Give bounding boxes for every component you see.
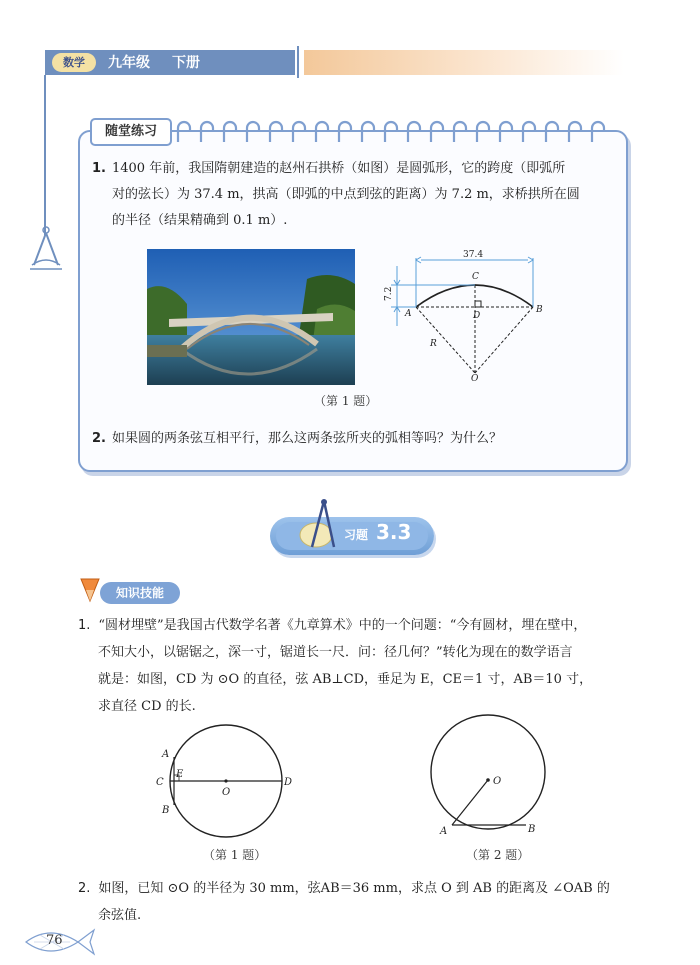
circle-diameter-diagram [150,715,300,850]
question-line: 的半径（结果精确到 0.1 m）. [112,213,288,228]
label-height: 7.2 [384,286,394,301]
arch-diagram [383,248,548,383]
compass-icon [28,225,64,273]
right-angle-mark [475,301,481,307]
figure-caption: （第 1 题） [203,848,267,862]
exercise-line: 就是：如图，CD 为 ⊙O 的直径，弦 AB⊥CD，垂足为 E，CE＝1 寸，AB＝10 寸， [98,672,593,687]
exercise-line: 求直径 CD 的长. [98,699,196,714]
bridge-photo [147,249,355,385]
exercise-line: 余弦值. [98,908,142,923]
margin-line [44,75,46,235]
spiral-binding-icon [172,112,612,148]
circle-chord-diagram [420,712,560,842]
point-O: O [493,776,502,787]
practice-question-1 [92,156,612,234]
exercise-line: 不知大小，以锯锯之，深一寸，锯道长一尺．问：径几何？”转化为现在的数学语言 [98,645,573,660]
exercise-label: 习题 [344,528,369,542]
exercise-2 [78,875,638,929]
point-B: B [536,305,543,315]
point-A: A [162,749,170,760]
exercise-number: 3.3 [376,520,412,544]
exercise-1 [78,612,638,720]
question-line: 1400 年前，我国隋朝建造的赵州石拱桥（如图）是圆弧形，它的跨度（即弧所 [111,161,566,176]
figure-caption: （第 1 题） [314,394,378,408]
figure-caption: （第 2 题） [466,848,530,862]
radius-AO [416,307,475,373]
exercise-number-2: 2. [78,881,91,896]
center-dot [486,778,490,782]
header-bar-right [304,50,624,75]
question-number: 2. [92,431,106,446]
point-D: D [284,777,293,788]
page-number: 76 [46,933,63,948]
exercise-line: 如图，已知 ⊙O 的半径为 30 mm，弦AB＝36 mm，求点 O 到 AB 的距离及 ∠OAB 的 [98,881,610,896]
point-E: E [176,769,184,780]
point-O: O [471,374,479,383]
question-text: 如果圆的两条弦互相平行，那么这两条弦所夹的弧相等吗？为什么？ [111,431,502,446]
point-A: A [440,826,448,837]
point-C: C [156,777,164,788]
point-D: D [473,311,481,321]
exercise-number-1: 1. [78,618,91,633]
point-C: C [472,272,479,282]
radius-BO [475,307,533,373]
point-O: O [222,787,231,798]
knowledge-badge: 知识技能 [100,582,180,604]
circle-O [431,715,545,829]
subject-badge: 数学 [52,53,96,72]
label-span: 37.4 [463,250,484,260]
header-divider [297,46,299,78]
question-number: 1. [92,161,106,176]
practice-question-2 [92,426,502,452]
label-R: R [430,339,437,349]
practice-title: 随堂练习 [90,118,172,146]
point-B: B [528,824,536,835]
point-A: A [405,309,412,319]
term-label: 下册 [172,55,200,71]
compass-icon [294,497,342,555]
grade-label: 九年级 [108,55,150,71]
radius-OA [452,780,488,825]
pencil-icon [78,576,102,604]
question-line: 对的弦长）为 37.4 m，拱高（即弧的中点到弦的距离）为 7.2 m，求桥拱所在圆 [112,187,580,202]
center-dot [224,779,227,782]
exercise-line: “圆材埋壁”是我国古代数学名著《九章算术》中的一个问题：“今有圆材，埋在壁中， [98,618,587,633]
point-B: B [162,805,170,816]
